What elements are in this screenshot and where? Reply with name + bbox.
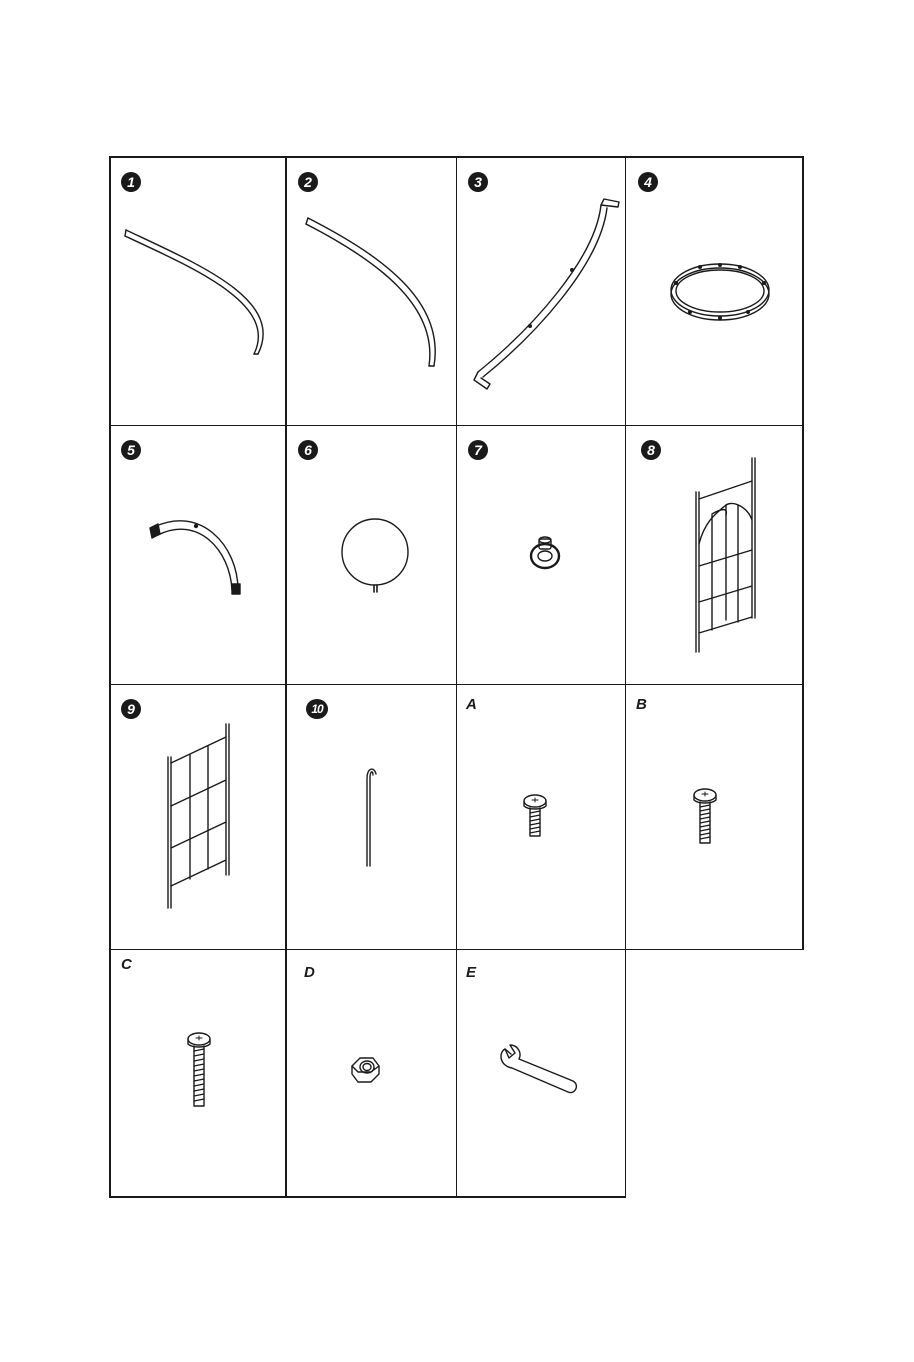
- part-label-c: C: [121, 956, 132, 973]
- medium-screw-icon: [694, 789, 716, 843]
- part-label-1: 1: [121, 172, 141, 192]
- ring-icon: [671, 263, 769, 320]
- part-label-b: B: [636, 696, 647, 713]
- wrench-icon: [501, 1045, 576, 1093]
- hooked-arch-rod-icon: [474, 199, 619, 389]
- part-label-a: A: [466, 696, 477, 713]
- short-screw-icon: [524, 795, 546, 836]
- curved-tube-icon: [125, 230, 263, 354]
- part-label-e: E: [466, 964, 477, 981]
- part-label-5: 5: [121, 440, 141, 460]
- part-label-9: 9: [121, 699, 141, 719]
- part-label-8: 8: [641, 440, 661, 460]
- part-label-4: 4: [638, 172, 658, 192]
- grid-trellis-panel-icon: [168, 724, 229, 908]
- hanging-hook-icon: [531, 537, 559, 568]
- ground-stake-icon: [367, 769, 376, 866]
- arched-trellis-panel-icon: [696, 458, 755, 652]
- part-label-3: 3: [468, 172, 488, 192]
- arc-bracket-icon: [150, 521, 240, 594]
- curved-tube-icon: [306, 218, 435, 366]
- hex-nut-icon: [352, 1058, 379, 1082]
- part-label-2: 2: [298, 172, 318, 192]
- ball-finial-icon: [342, 519, 408, 592]
- part-label-7: 7: [468, 440, 488, 460]
- part-label-d: D: [304, 964, 315, 981]
- long-screw-icon: [188, 1033, 210, 1106]
- part-label-6: 6: [298, 440, 318, 460]
- part-label-10: 10: [306, 699, 328, 719]
